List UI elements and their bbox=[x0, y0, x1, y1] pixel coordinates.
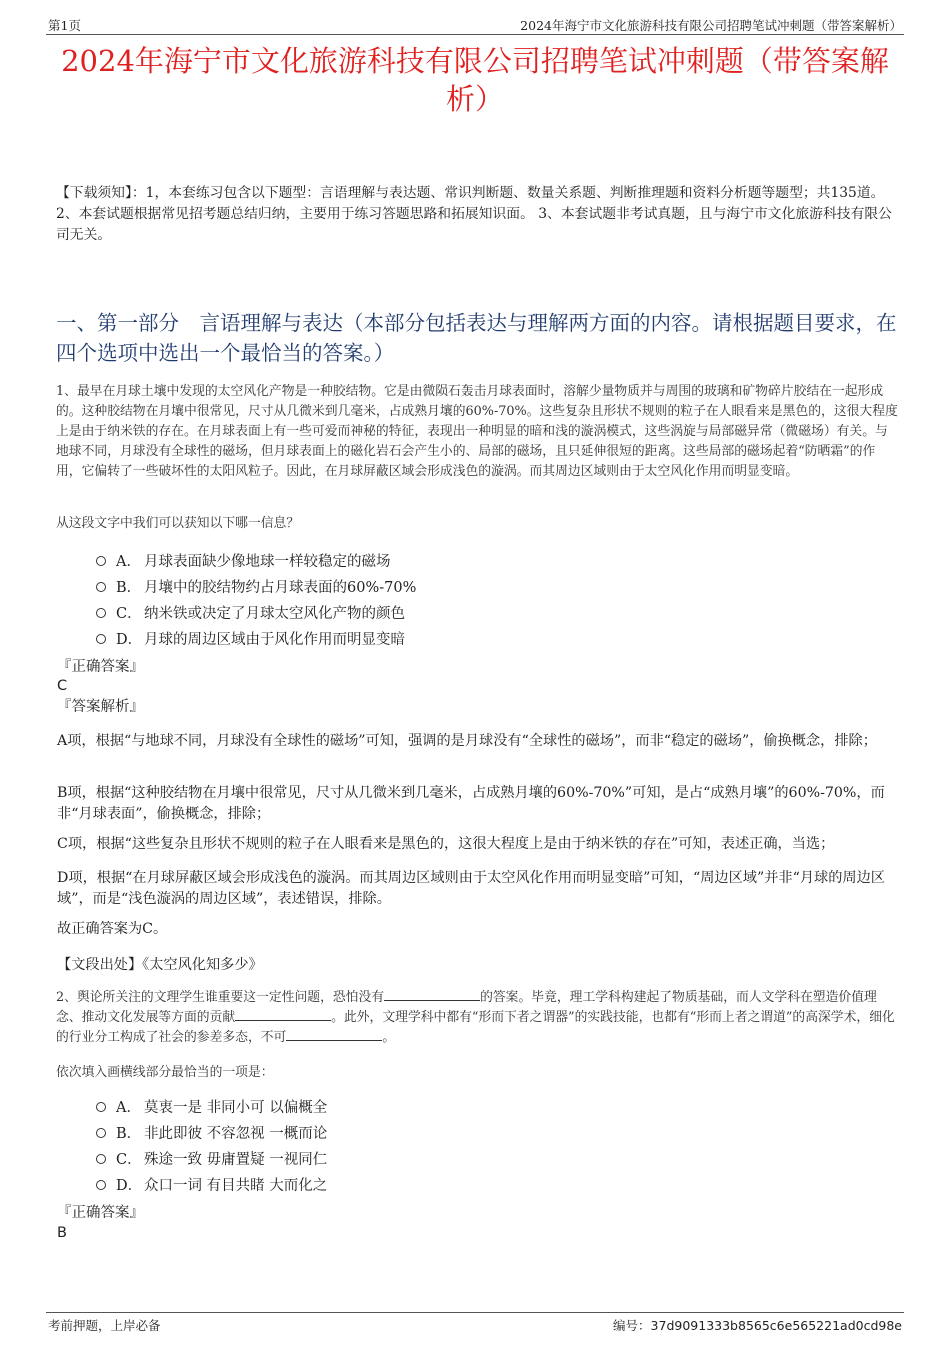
answer-label: 『正确答案』 bbox=[57, 1205, 144, 1221]
radio-icon[interactable] bbox=[96, 1154, 106, 1164]
radio-icon[interactable] bbox=[96, 608, 106, 618]
analysis-item-d: D项，根据“在月球屏蔽区域会形成浅色的漩涡。而其周边区域则由于太空风化作用而明显变暗”可知，“周边区域”并非“月球的周边区域”，而是“浅色漩涡的周边区域”，表述错误，排除。 bbox=[57, 870, 885, 907]
footer-slogan: 考前押题，上岸必备 bbox=[48, 1318, 161, 1333]
option-c[interactable]: C． 殊途一致 毋庸置疑 一视同仁 bbox=[96, 1147, 327, 1173]
question-1-prompt: 从这段文字中我们可以获知以下哪一信息？ bbox=[56, 516, 300, 531]
option-a[interactable]: A． 莫衷一是 非同小可 以偏概全 bbox=[96, 1095, 327, 1121]
download-notice: 【下载须知】：1，本套练习包含以下题型：言语理解与表达题、常识判断题、数量关系题、判断推理题和资料分析题等题型；共135道。 2、本套试题根据常见招考题总结归纳，主要用于练习答题思路和拓展知识面。 3、本套试题非考试真题，且与海宁市文化旅游科技有限公司无关。 bbox=[56, 185, 892, 243]
question-1-stem: 1、最早在月球土壤中发现的太空风化产物是一种胶结物。它是由微陨石轰击月球表面时，溶解少量物质并与周围的玻璃和矿物碎片胶结在一起形成的。这种胶结物在月壤中很常见，尺寸从几微米到几毫米，占成熟月壤的60%-70%。这些复杂且形状不规则的粒子在人眼看来是黑色的，这很大程度上是由于纳米铁的存在。在月球表面上有一些可爱而神秘的特征，表现出一种明显的暗和浅的漩涡模式，这些涡旋与局部磁异常（微磁场）有关。与地球不同，月球没有全球性的磁场，但月球表面上的磁化岩石会产生小的、局部的磁场，且只延伸很短的距离。这些局部的磁场起着“防晒霜”的作用，它偏转了一些破坏性的太阳风粒子。因此，在月球屏蔽区域会形成浅色的漩涡。而其周边区域则由于太空风化作用而明显变暗。 bbox=[56, 384, 898, 479]
answer-value: B bbox=[57, 1225, 67, 1241]
footer-code: 编号：37d9091333b8565c6e565221ad0cd98e bbox=[613, 1318, 902, 1333]
answer-value: C bbox=[57, 678, 68, 694]
page-number-label: 第1页 bbox=[48, 18, 81, 33]
radio-icon[interactable] bbox=[96, 1128, 106, 1138]
fill-blank-1 bbox=[384, 988, 480, 1001]
section-title: 一、第一部分 言语理解与表达（本部分包括表达与理解两方面的内容。请根据题目要求，在四个选项中选出一个最恰当的答案。） bbox=[56, 311, 897, 365]
document-title: 2024年海宁市文化旅游科技有限公司招聘笔试冲刺题（带答案解析） bbox=[61, 44, 889, 116]
option-c[interactable]: C． 纳米铁或决定了月球太空风化产物的颜色 bbox=[96, 601, 416, 627]
radio-icon[interactable] bbox=[96, 582, 106, 592]
analysis-item-a: A项，根据“与地球不同，月球没有全球性的磁场”可知，强调的是月球没有“全球性的磁场”，而非“稳定的磁场”，偷换概念，排除； bbox=[57, 733, 877, 749]
answer-label: 『正确答案』 bbox=[57, 659, 144, 675]
analysis-item-b: B项，根据“这种胶结物在月壤中很常见，尺寸从几微米到几毫米，占成熟月壤的60%-70%”可知，是占“成熟月壤”的60%-70%，而非“月球表面”，偷换概念，排除； bbox=[57, 785, 885, 822]
page-header bbox=[46, 14, 904, 35]
header-doc-title: 2024年海宁市文化旅游科技有限公司招聘笔试冲刺题（带答案解析） bbox=[520, 18, 902, 33]
option-b[interactable]: B． 月壤中的胶结物约占月球表面的60%-70% bbox=[96, 575, 416, 601]
option-a[interactable]: A． 月球表面缺少像地球一样较稳定的磁场 bbox=[96, 549, 416, 575]
radio-icon[interactable] bbox=[96, 556, 106, 566]
option-d[interactable]: D． 众口一词 有目共睹 大而化之 bbox=[96, 1173, 327, 1199]
analysis-conclusion: 故正确答案为C。 bbox=[57, 921, 168, 937]
radio-icon[interactable] bbox=[96, 634, 106, 644]
passage-source: 【文段出处】《太空风化知多少》 bbox=[57, 957, 263, 973]
page-footer bbox=[46, 1312, 904, 1335]
option-b[interactable]: B． 非此即彼 不容忽视 一概而论 bbox=[96, 1121, 327, 1147]
analysis-item-c: C项，根据“这些复杂且形状不规则的粒子在人眼看来是黑色的，这很大程度上是由于纳米铁的存在”可知，表述正确，当选； bbox=[57, 836, 835, 852]
question-2-prompt: 依次填入画横线部分最恰当的一项是： bbox=[56, 1065, 274, 1080]
option-d[interactable]: D． 月球的周边区域由于风化作用而明显变暗 bbox=[96, 627, 416, 653]
question-2-options bbox=[96, 1095, 327, 1199]
radio-icon[interactable] bbox=[96, 1180, 106, 1190]
radio-icon[interactable] bbox=[96, 1102, 106, 1112]
question-1-options bbox=[96, 549, 416, 653]
fill-blank-2 bbox=[235, 1008, 331, 1021]
analysis-label: 『答案解析』 bbox=[57, 699, 144, 715]
question-2-stem: 2、舆论所关注的文理学生谁重要这一定性问题，恐怕没有 的答案。毕竟，理工学科构建起了物质基础，而人文学科在塑造价值理念、推动文化发展等方面的贡献 。此外，文理学科中都有“形而下者之谓器”的实践技能，也都有“形而上者之谓道”的高深学术，细化的行业分工构成了社会的参差多态，不可 。 bbox=[56, 990, 895, 1045]
fill-blank-3 bbox=[286, 1028, 382, 1041]
